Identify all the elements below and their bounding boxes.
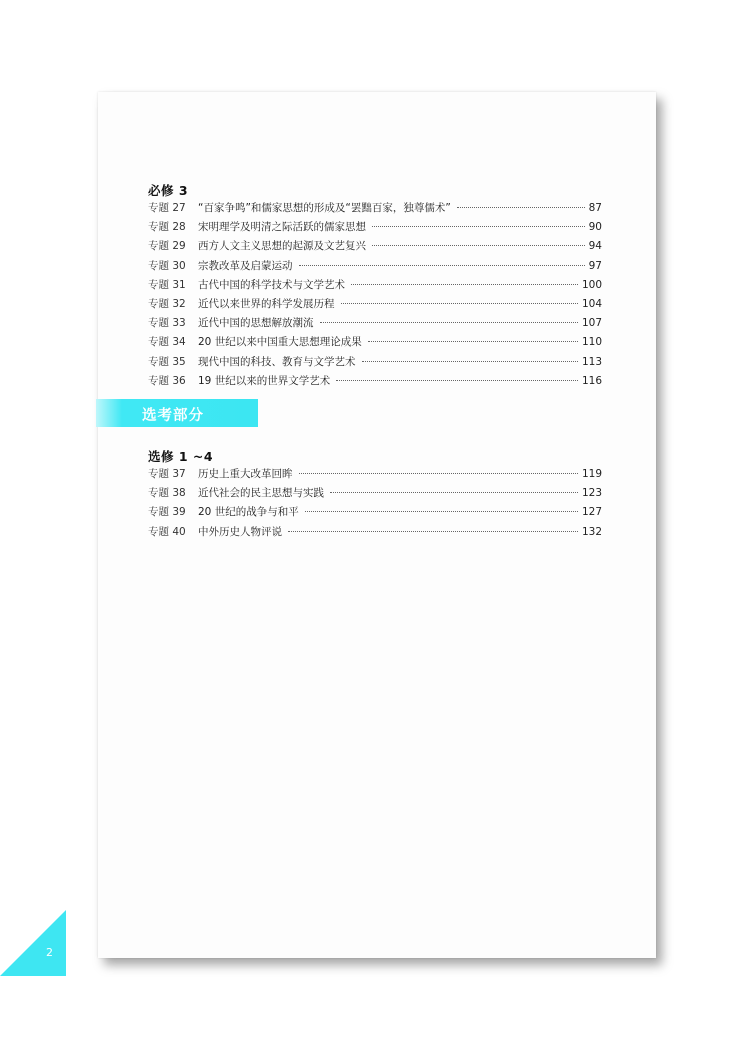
topic-number: 专题 28 bbox=[148, 221, 186, 234]
topic-page: 110 bbox=[581, 336, 602, 349]
dot-leader bbox=[299, 473, 578, 474]
topic-title: 中外历史人物评说 bbox=[198, 525, 282, 538]
topic-page: 116 bbox=[581, 374, 602, 387]
topic-title: 20 世纪以来中国重大思想理论成果 bbox=[198, 336, 362, 349]
topic-title: 19 世纪以来的世界文学艺术 bbox=[198, 374, 331, 387]
toc-row[interactable] bbox=[148, 466, 602, 485]
topic-page: 104 bbox=[581, 297, 602, 310]
topic-page: 113 bbox=[581, 355, 602, 368]
dot-leader bbox=[336, 380, 578, 381]
dot-leader bbox=[372, 226, 585, 227]
toc-row[interactable] bbox=[148, 296, 602, 315]
toc-row[interactable] bbox=[148, 219, 602, 238]
topic-title: 近代以来世界的科学发展历程 bbox=[198, 297, 335, 310]
dot-leader bbox=[330, 492, 578, 493]
topic-number: 专题 38 bbox=[148, 487, 186, 500]
page-number: 2 bbox=[46, 946, 53, 959]
toc-row[interactable] bbox=[148, 373, 602, 392]
topic-title: 近代社会的民主思想与实践 bbox=[198, 487, 324, 500]
toc-row[interactable] bbox=[148, 258, 602, 277]
toc-row[interactable] bbox=[148, 200, 602, 219]
topic-title: 历史上重大改革回眸 bbox=[198, 468, 293, 480]
toc-row[interactable] bbox=[148, 354, 602, 373]
topic-page: 87 bbox=[588, 202, 602, 214]
topic-title: 古代中国的科学技术与文学艺术 bbox=[198, 278, 345, 291]
topic-title: 宋明理学及明清之际活跃的儒家思想 bbox=[198, 221, 366, 234]
toc-row[interactable] bbox=[148, 485, 602, 504]
topic-number: 专题 30 bbox=[148, 259, 186, 272]
topic-number: 专题 33 bbox=[148, 317, 186, 330]
toc-row[interactable] bbox=[148, 334, 602, 353]
topic-number: 专题 36 bbox=[148, 374, 186, 387]
dot-leader bbox=[320, 322, 578, 323]
topic-number: 专题 29 bbox=[148, 240, 186, 253]
section-heading-xuanxiu: 选修 1 ~4 bbox=[148, 449, 214, 464]
toc-row[interactable] bbox=[148, 315, 602, 334]
topic-page: 90 bbox=[588, 221, 602, 234]
topic-title: 西方人文主义思想的起源及文艺复兴 bbox=[198, 240, 366, 253]
topic-page: 100 bbox=[581, 278, 602, 291]
topic-title: “百家争鸣”和儒家思想的形成及“罢黜百家，独尊儒术” bbox=[198, 202, 451, 214]
corner-triangle bbox=[0, 910, 66, 976]
topic-title: 20 世纪的战争与和平 bbox=[198, 506, 299, 519]
topic-page: 97 bbox=[588, 259, 602, 272]
dot-leader bbox=[288, 531, 578, 532]
topic-number: 专题 40 bbox=[148, 525, 186, 538]
dot-leader bbox=[362, 361, 578, 362]
topic-number: 专题 27 bbox=[148, 202, 186, 214]
toc-list-bixiu3 bbox=[148, 200, 602, 392]
topic-page: 123 bbox=[581, 487, 602, 500]
dot-leader bbox=[305, 511, 578, 512]
topic-page: 94 bbox=[588, 240, 602, 253]
dot-leader bbox=[341, 303, 578, 304]
topic-number: 专题 34 bbox=[148, 336, 186, 349]
dot-leader bbox=[351, 284, 578, 285]
topic-page: 107 bbox=[581, 317, 602, 330]
topic-number: 专题 31 bbox=[148, 278, 186, 291]
topic-number: 专题 35 bbox=[148, 355, 186, 368]
topic-number: 专题 37 bbox=[148, 468, 186, 480]
topic-number: 专题 39 bbox=[148, 506, 186, 519]
dot-leader bbox=[299, 265, 585, 266]
section-heading-bixiu3: 必修 3 bbox=[148, 183, 189, 198]
dot-leader bbox=[372, 245, 585, 246]
dot-leader bbox=[457, 207, 585, 208]
banner-label: 选考部分 bbox=[142, 408, 204, 424]
toc-row[interactable] bbox=[148, 504, 602, 523]
topic-title: 现代中国的科技、教育与文学艺术 bbox=[198, 355, 356, 368]
toc-row[interactable] bbox=[148, 238, 602, 257]
topic-title: 宗教改革及启蒙运动 bbox=[198, 259, 293, 272]
toc-row[interactable] bbox=[148, 277, 602, 296]
topic-title: 近代中国的思想解放潮流 bbox=[198, 317, 314, 330]
toc-row[interactable] bbox=[148, 524, 602, 543]
topic-page: 132 bbox=[581, 525, 602, 538]
toc-list-xuanxiu bbox=[148, 466, 602, 543]
topic-number: 专题 32 bbox=[148, 297, 186, 310]
topic-page: 119 bbox=[581, 468, 602, 480]
dot-leader bbox=[368, 341, 578, 342]
topic-page: 127 bbox=[581, 506, 602, 519]
